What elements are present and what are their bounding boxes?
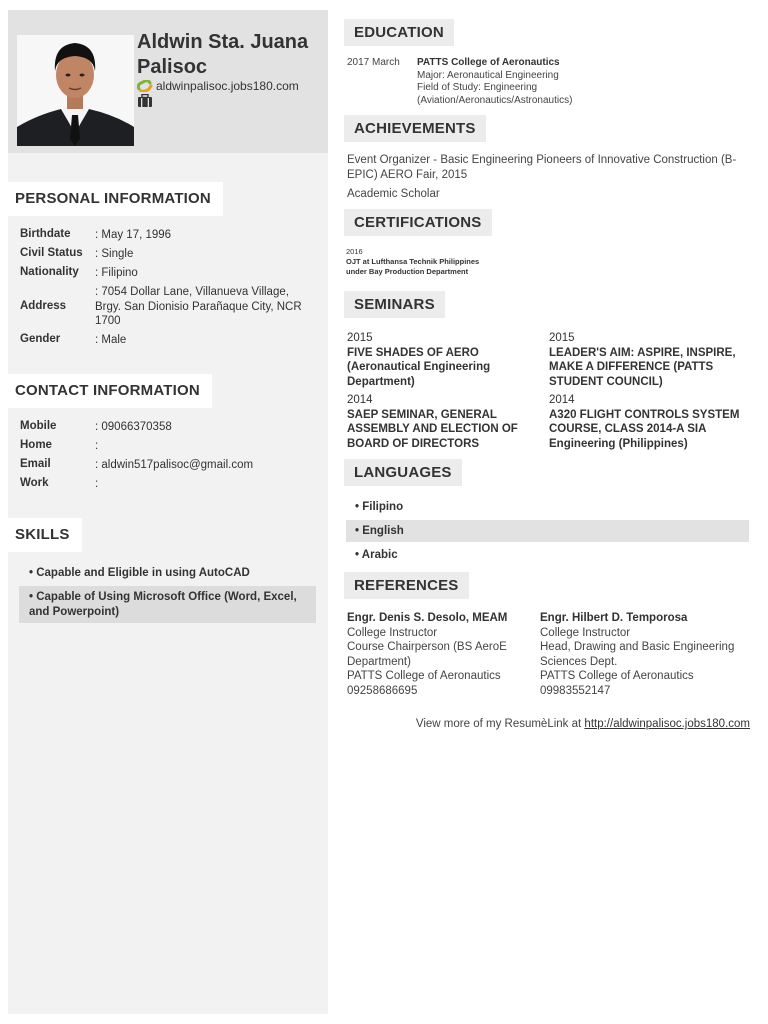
profile-header bbox=[8, 10, 328, 153]
achievements-heading: ACHIEVEMENTS bbox=[344, 115, 486, 142]
link-icon bbox=[137, 80, 153, 92]
education-major: Major: Aeronautical Engineering bbox=[417, 69, 559, 81]
contact-info-heading: CONTACT INFORMATION bbox=[8, 374, 212, 408]
skill-item: • Capable and Eligible in using AutoCAD bbox=[29, 567, 250, 579]
education-date: 2017 March bbox=[347, 57, 400, 68]
personal-info-heading: PERSONAL INFORMATION bbox=[8, 182, 223, 216]
certification-year: 2016 bbox=[346, 247, 363, 256]
seminar-item: 2014 SAEP SEMINAR, GENERAL ASSEMBLY AND ELECTION OF BOARD OF DIRECTORS bbox=[347, 394, 518, 450]
language-item: • English bbox=[346, 520, 749, 542]
seminars-heading: SEMINARS bbox=[344, 291, 445, 318]
profile-name: Aldwin Sta. Juana Palisoc bbox=[137, 31, 309, 78]
seminar-item: 2015 FIVE SHADES OF AERO (Aeronautical Engineering Department) bbox=[347, 332, 491, 388]
website-row bbox=[137, 79, 299, 93]
left-column: Aldwin Sta. Juana Palisoc aldwinpalisoc.jobs180.com PERSONAL INFORMATION Birthdate : May 17, 1996 Civil Status : Single Nationality : Filipino Address : 7054 Dollar Lane, Villanueva Village, Brgy. San Dionisio Parañaque City, NCR 1700 Gender : Male CONTACT INFORMATION Mobile : 09066370358 Home : Email : aldwin517palisoc@gmail.com Work : SKILLS • Capable and Eligible in using AutoCAD • Capable of Using Microsoft Office (Word, Excel, and Powerpoint) bbox=[8, 10, 328, 1014]
achievement-item: Academic Scholar bbox=[347, 188, 440, 200]
languages-heading: LANGUAGES bbox=[344, 459, 462, 486]
website-link[interactable]: aldwinpalisoc.jobs180.com bbox=[156, 79, 299, 93]
skill-item: • Capable of Using Microsoft Office (Word, Excel, and Powerpoint) bbox=[19, 586, 316, 623]
achievement-item: Event Organizer - Basic Engineering Pioneers of Innovative Construction (B-EPIC) AERO Fair, 2015 bbox=[347, 154, 737, 181]
language-item: • Arabic bbox=[355, 549, 398, 561]
education-field: Field of Study: Engineering (Aviation/Aeronautics/Astronautics) bbox=[417, 82, 573, 106]
footer bbox=[416, 718, 750, 730]
seminar-item: 2014 A320 FLIGHT CONTROLS SYSTEM COURSE, CLASS 2014-A SIA Engineering (Philippines) bbox=[549, 394, 740, 450]
seminar-item: 2015 LEADER'S AIM: ASPIRE, INSPIRE, MAKE A DIFFERENCE (PATTS STUDENT COUNCIL) bbox=[549, 332, 736, 388]
education-school: PATTS College of Aeronautics bbox=[417, 57, 560, 68]
footer-text: View more of my ResumèLink at bbox=[415, 718, 585, 730]
reference-item: Engr. Hilbert D. Temporosa College Instructor Head, Drawing and Basic Engineering Sciences Dept. PATTS College of Aeronautics 09983552147 bbox=[540, 612, 735, 697]
certifications-heading: CERTIFICATIONS bbox=[344, 209, 492, 236]
certification-title: OJT at Lufthansa Technik Philippines under Bay Production Department bbox=[346, 257, 480, 276]
briefcase-icon bbox=[137, 94, 153, 108]
language-item: • Filipino bbox=[355, 501, 404, 513]
reference-item: Engr. Denis S. Desolo, MEAM College Instructor Course Chairperson (BS AeroE Department) PATTS College of Aeronautics 09258686695 bbox=[347, 612, 508, 697]
skills-heading: SKILLS bbox=[8, 518, 82, 552]
education-heading: EDUCATION bbox=[344, 19, 454, 46]
education-details bbox=[417, 57, 637, 107]
references-heading: REFERENCES bbox=[344, 572, 469, 599]
resume-link[interactable]: http://aldwinpalisoc.jobs180.com bbox=[584, 718, 750, 730]
profile-photo bbox=[17, 35, 134, 146]
